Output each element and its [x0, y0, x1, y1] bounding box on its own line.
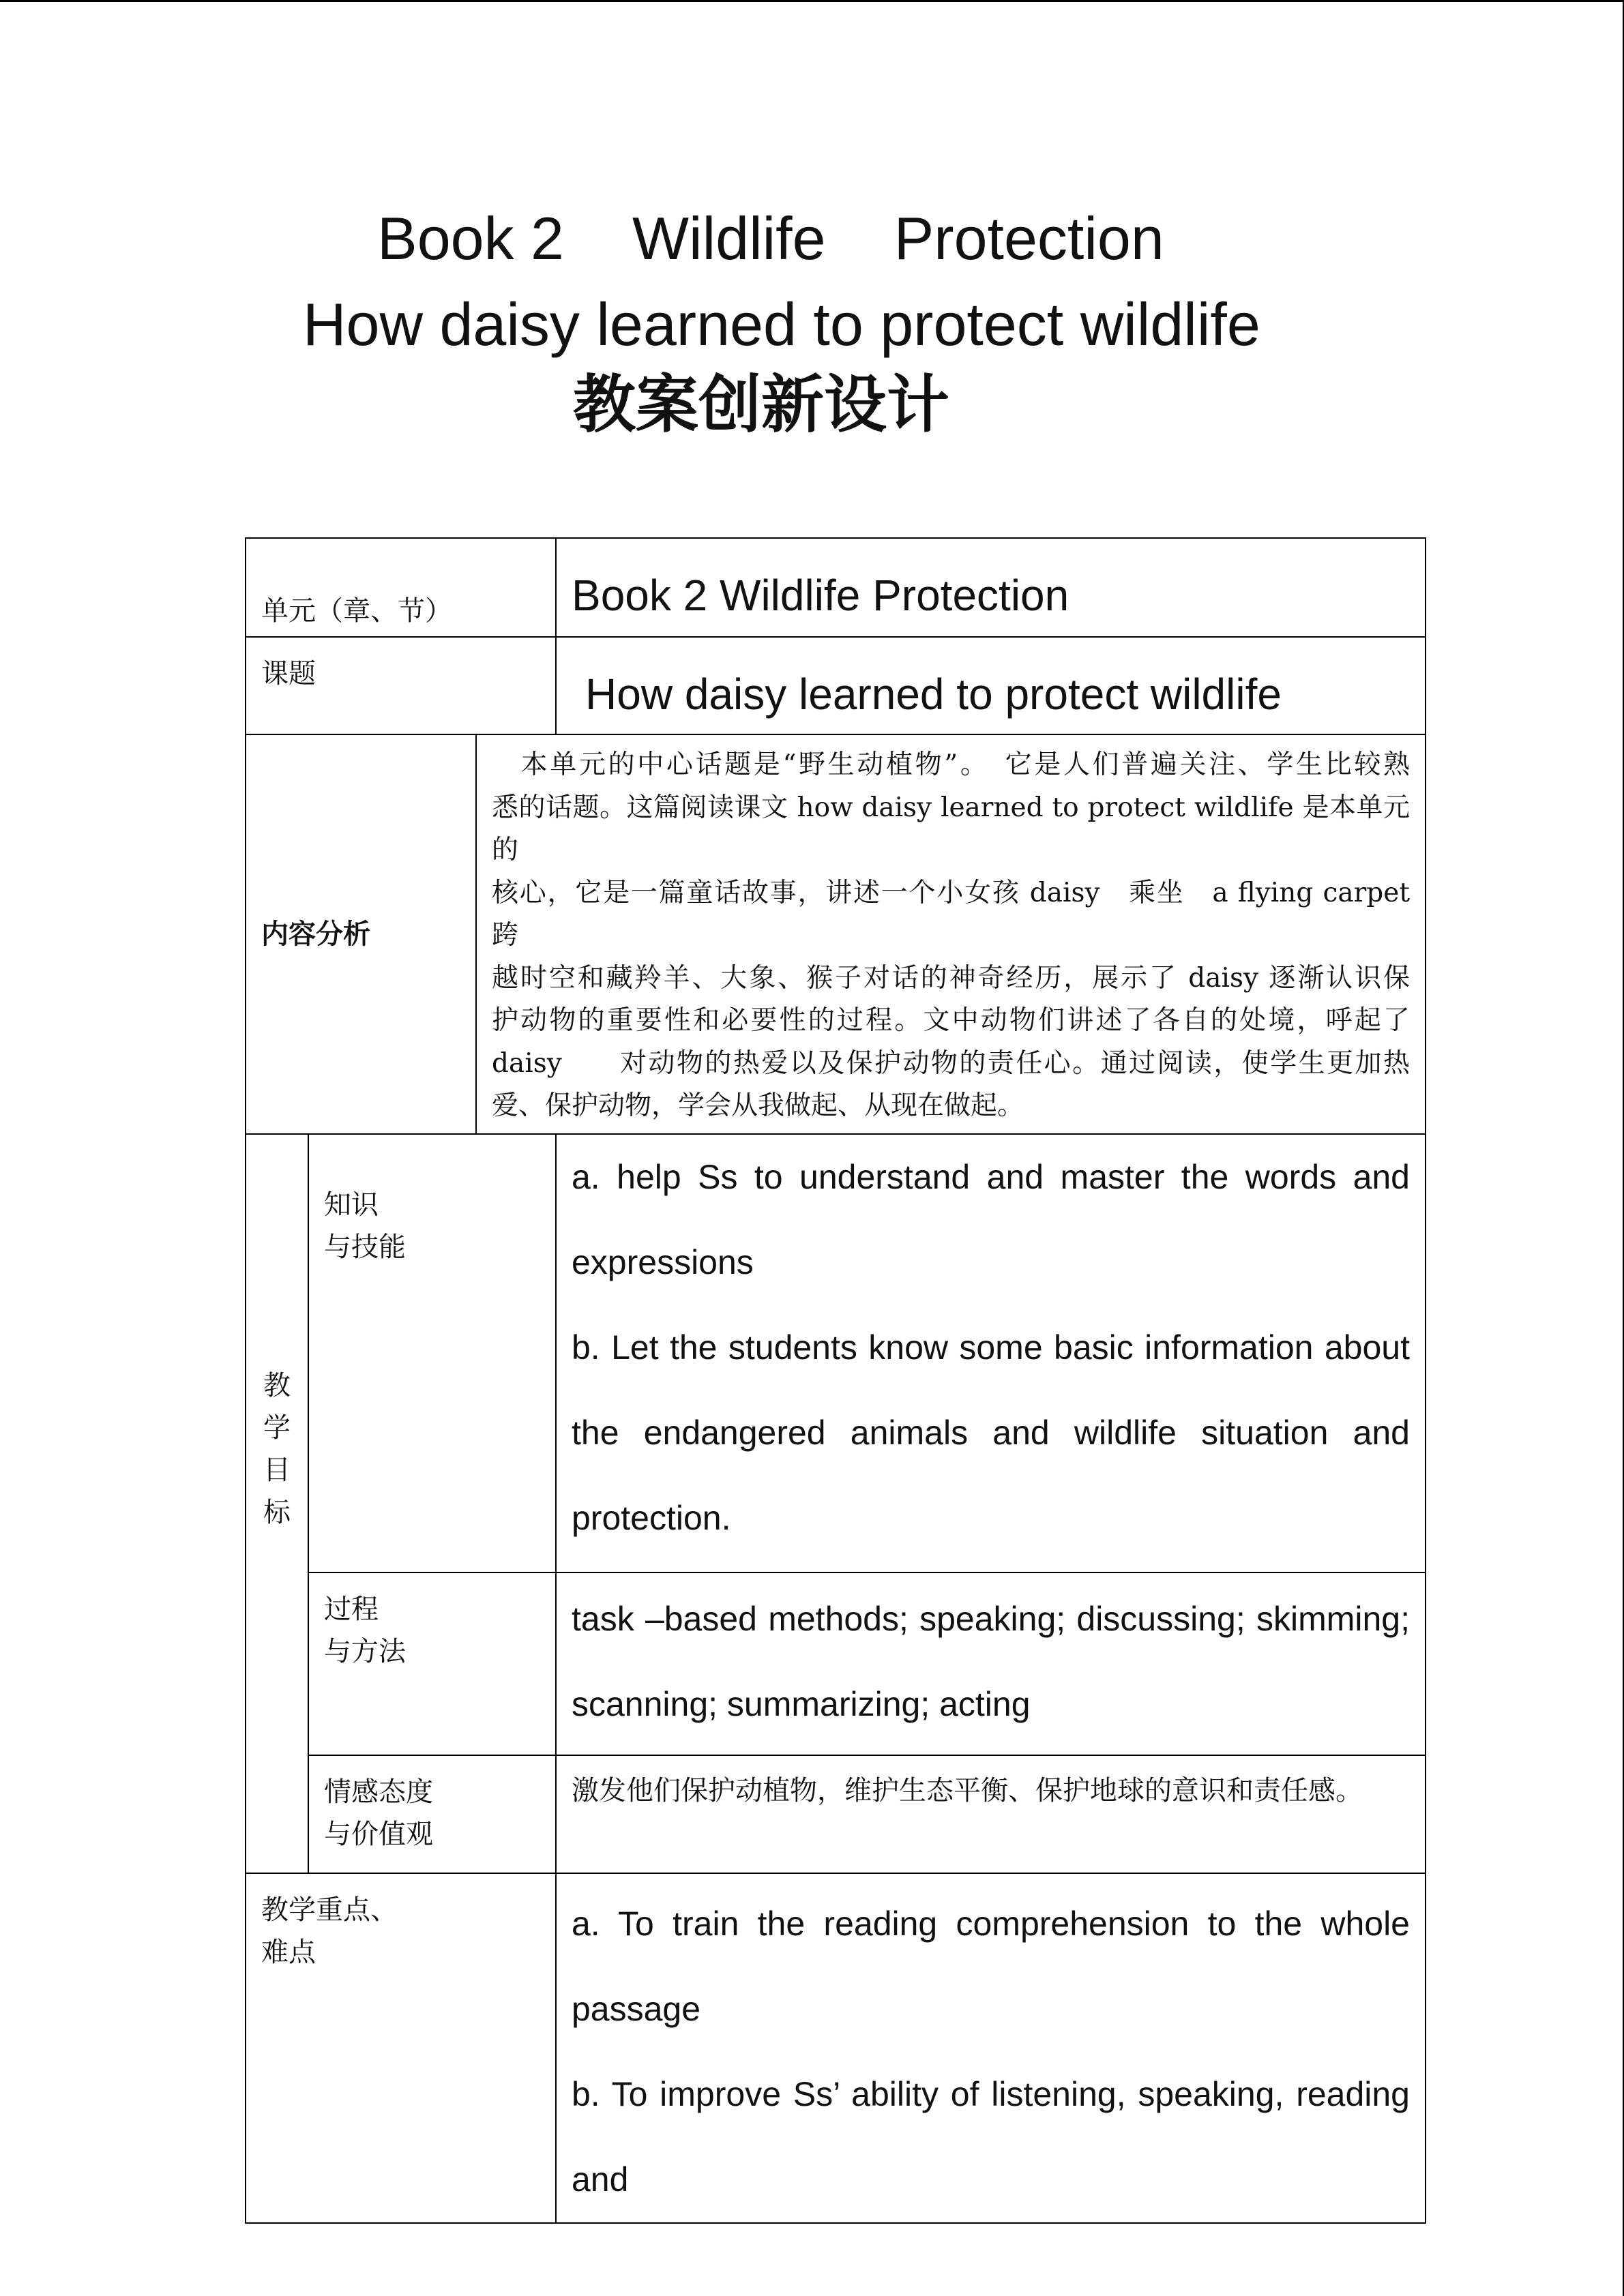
- attitude-text: 激发他们保护动植物，维护生态平衡、保护地球的意识和责任感。: [556, 1755, 1426, 1873]
- attitude-label-line: 与价值观: [324, 1818, 433, 1850]
- document-title-line-1: [377, 205, 1624, 272]
- knowledge-line: expressions: [572, 1242, 754, 1281]
- objectives-label-char: 学: [263, 1412, 291, 1444]
- knowledge-text: [556, 1134, 1426, 1572]
- knowledge-line: a. help Ss to understand and master the words and: [572, 1157, 1410, 1196]
- content-analysis-line: 核心，它是一篇童话故事，讲述一个小女孩 daisy 乘坐 a flying carpet 跨: [492, 877, 1410, 951]
- objective-process-row: [246, 1572, 1426, 1755]
- process-label-line: 过程: [324, 1593, 379, 1625]
- process-label-line: 与方法: [324, 1635, 406, 1667]
- topic-label: 课题: [246, 637, 556, 734]
- attitude-label-line: 情感态度: [324, 1776, 433, 1808]
- page-top-border: [0, 0, 1624, 2]
- attitude-label: [308, 1755, 556, 1873]
- content-analysis-label: 内容分析: [246, 734, 476, 1134]
- content-analysis-text: [476, 734, 1426, 1134]
- lesson-plan-table: [245, 537, 1426, 2224]
- key-points-line: b. To improve Ss’ ability of listening, speaking, reading and: [572, 2074, 1410, 2198]
- knowledge-line: the endangered animals and wildlife situation and: [572, 1413, 1410, 1452]
- key-points-line: passage: [572, 1989, 701, 2028]
- topic-value: How daisy learned to protect wildlife: [556, 637, 1426, 734]
- knowledge-label: [308, 1134, 556, 1572]
- knowledge-line: b. Let the students know some basic information about: [572, 1328, 1410, 1367]
- content-analysis-row: [246, 734, 1426, 1134]
- document-title-line-2: How daisy learned to protect wildlife: [303, 290, 1260, 358]
- content-analysis-line: 本单元的中心话题是“野生动植物”。 它是人们普遍关注、学生比较熟: [492, 749, 1410, 780]
- unit-row: [246, 538, 1426, 637]
- process-line: scanning; summarizing; acting: [572, 1684, 1031, 1723]
- content-analysis-line: daisy 对动物的热爱以及保护动物的责任心。通过阅读，使学生更加热: [492, 1047, 1410, 1079]
- document-title-line-3: 教案创新设计: [573, 368, 950, 441]
- objective-attitude-row: [246, 1755, 1426, 1873]
- key-points-line: a. To train the reading comprehension to the whole: [572, 1904, 1410, 1943]
- key-points-label-line: 难点: [261, 1936, 316, 1968]
- title-protection: Protection: [894, 205, 1164, 272]
- objectives-label-char: 教: [263, 1369, 291, 1401]
- objectives-label-char: 标: [263, 1496, 291, 1528]
- objectives-label-char: 目: [263, 1454, 291, 1486]
- key-points-row: [246, 1873, 1426, 2223]
- title-wildlife: Wildlife: [632, 205, 826, 272]
- unit-value: Book 2 Wildlife Protection: [556, 538, 1426, 637]
- key-points-label-line: 教学重点、: [261, 1894, 398, 1926]
- title-book: Book 2: [377, 205, 564, 272]
- knowledge-label-line: 与技能: [324, 1231, 406, 1263]
- process-line: task –based methods; speaking; discussing; skimming;: [572, 1599, 1410, 1638]
- objectives-label: [246, 1134, 308, 1873]
- content-analysis-line: 爱、保护动物，学会从我做起、从现在做起。: [492, 1090, 1024, 1121]
- content-analysis-line: 越时空和藏羚羊、大象、猴子对话的神奇经历，展示了 daisy 逐渐认识保: [492, 962, 1410, 994]
- unit-label: 单元（章、节）: [246, 538, 556, 637]
- content-analysis-line: 悉的话题。这篇阅读课文 how daisy learned to protect wildlife 是本单元的: [492, 792, 1410, 865]
- content-analysis-line: 护动物的重要性和必要性的过程。文中动物们讲述了各自的处境，呼起了: [492, 1005, 1410, 1036]
- objective-knowledge-row: [246, 1134, 1426, 1572]
- knowledge-label-line: 知识: [324, 1189, 379, 1221]
- key-points-label: [246, 1873, 556, 2223]
- topic-row: [246, 637, 1426, 734]
- process-text: [556, 1572, 1426, 1755]
- key-points-text: [556, 1873, 1426, 2223]
- process-label: [308, 1572, 556, 1755]
- knowledge-line: protection.: [572, 1498, 731, 1537]
